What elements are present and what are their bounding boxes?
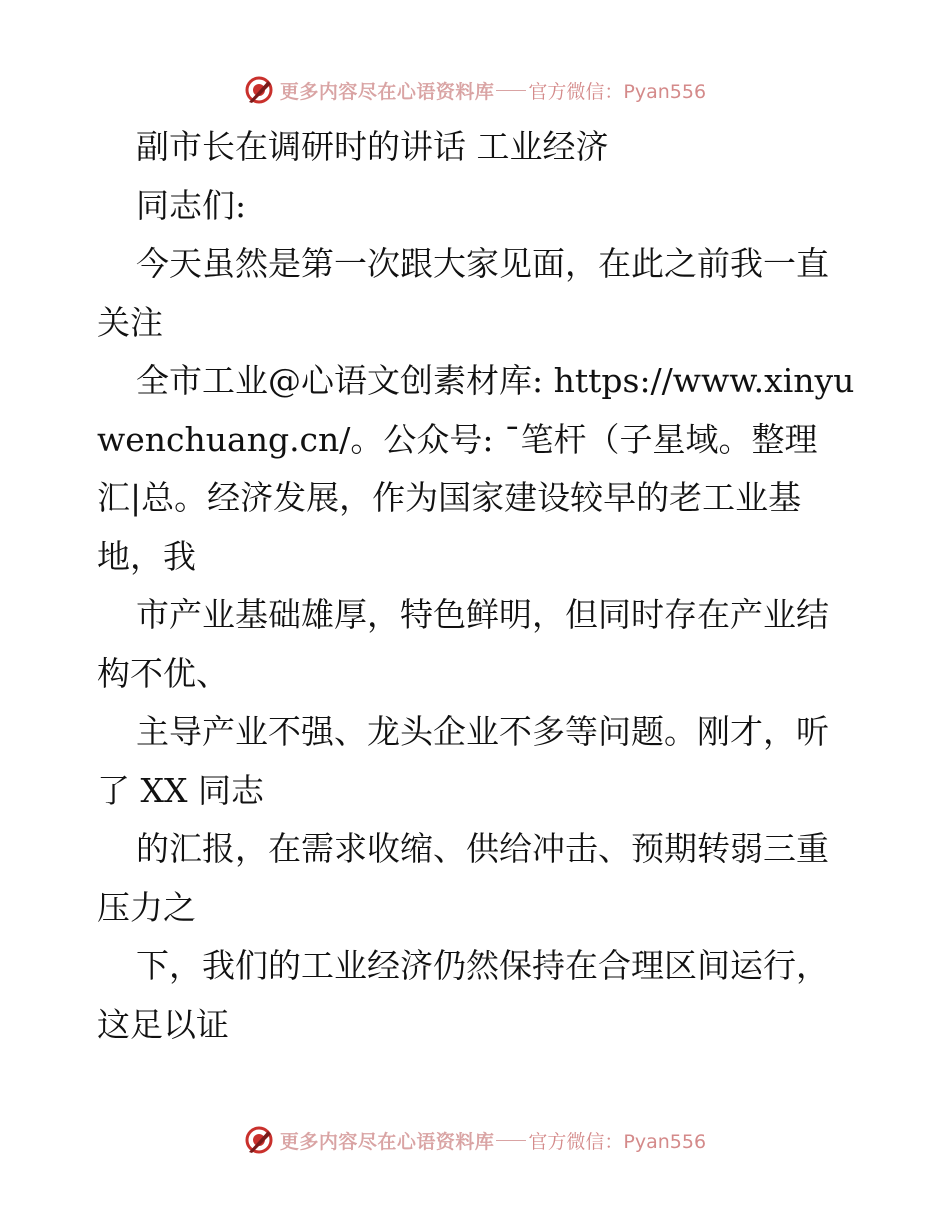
pen-logo-icon (244, 1125, 274, 1155)
watermark-text: 更多内容尽在心语资料库 (279, 80, 495, 103)
watermark-text: 更多内容尽在心语资料库 (279, 1130, 495, 1153)
watermark-divider (496, 90, 526, 91)
header-watermark (0, 70, 950, 110)
paragraph-line: 市产业基础雄厚，特色鲜明，但同时存在产业结构不优、 (97, 595, 829, 693)
document-body (97, 118, 857, 1054)
paragraph-line: 全市工业@心语文创素材库: https://www.xinyuwenchuang.cn/。公众号: ¯笔杆（子星域。整理汇|总。经济发展，作为国家建设较早的老工业基地，我 (97, 361, 855, 576)
footer-watermark (0, 1120, 950, 1160)
watermark-divider (496, 1140, 526, 1141)
salutation: 同志们: (136, 185, 247, 225)
paragraph-line: 主导产业不强、龙头企业不多等问题。刚才，听了 XX 同志 (97, 712, 829, 810)
watermark-wechat: 官方微信：Pyan556 (528, 80, 707, 103)
paragraph-line: 下，我们的工业经济仍然保持在合理区间运行，这足以证 (97, 946, 829, 1044)
paragraph-line: 今天虽然是第一次跟大家见面，在此之前我一直关注 (97, 244, 829, 342)
paragraph-line: 的汇报，在需求收缩、供给冲击、预期转弱三重压力之 (97, 829, 829, 927)
document-title: 副市长在调研时的讲话 工业经济 (136, 127, 609, 166)
watermark-wechat: 官方微信：Pyan556 (528, 1130, 707, 1153)
pen-logo-icon (244, 75, 274, 105)
